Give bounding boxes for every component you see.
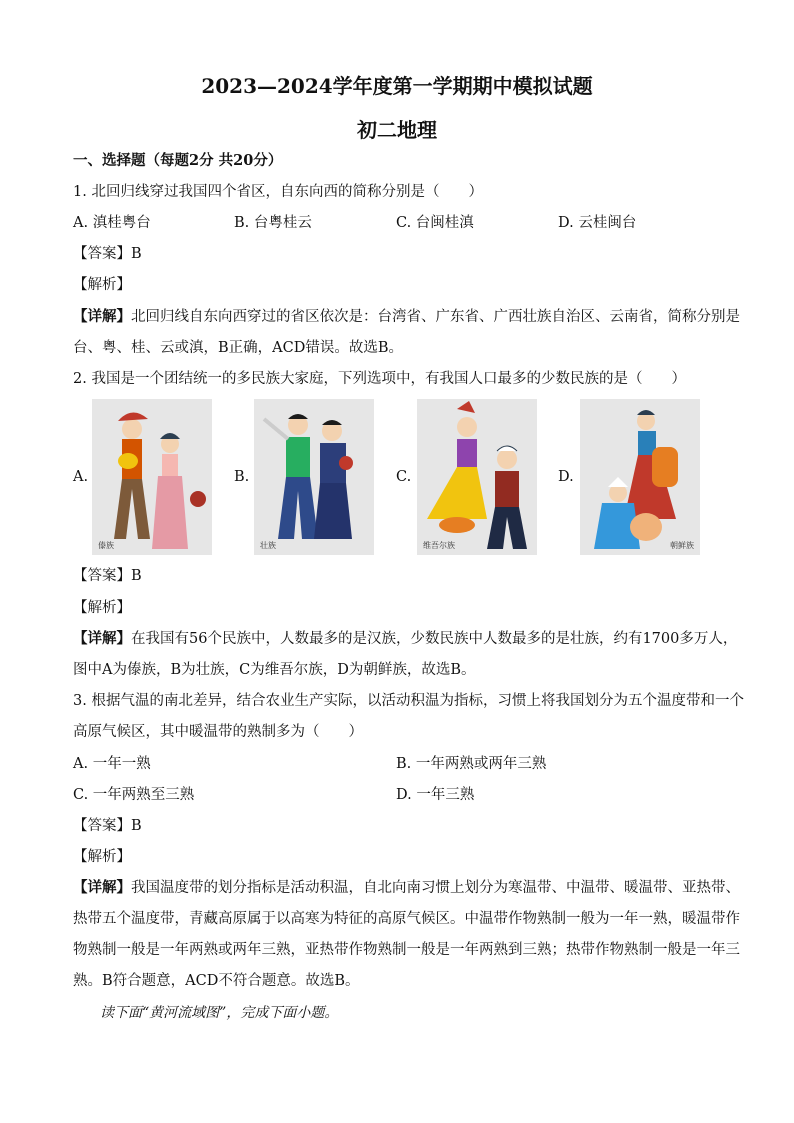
q1-detail-text-1: 北回归线自东向西穿过的省区依次是：台湾省、广东省、广西壮族自治区、云南省，简称分别是 bbox=[131, 309, 740, 325]
q2-option-c-label: C. bbox=[396, 469, 412, 485]
q2-stem: 2. 我国是一个团结统一的多民族大家庭，下列选项中，有我国人口最多的少数民族的是（ ） bbox=[73, 371, 686, 387]
q3-option-d: D. 一年三熟 bbox=[396, 787, 475, 803]
q1-option-c: C. 台闽桂滇 bbox=[396, 215, 474, 231]
q2-option-d-image bbox=[580, 399, 700, 555]
section-heading: 一、选择题（每题2分 共20分） bbox=[73, 152, 283, 169]
q3-detail-line-3: 物熟制一般是一年两熟或两年三熟，亚热带作物熟制一般是一年两熟到三熟；热带作物熟制一般是一年三 bbox=[73, 942, 740, 958]
q2-caption-c: 维吾尔族 bbox=[423, 541, 455, 550]
q3-option-c: C. 一年两熟至三熟 bbox=[73, 787, 195, 803]
q2-detail-line-2: 图中A为傣族，B为壮族，C为维吾尔族，D为朝鲜族，故选B。 bbox=[73, 662, 476, 678]
q2-detail-line-1 bbox=[73, 629, 737, 649]
q3-detail-line-1 bbox=[73, 878, 740, 898]
q2-detail-tag: 【详解】 bbox=[73, 630, 131, 647]
q3-option-a: A. 一年一熟 bbox=[73, 756, 151, 772]
zhuang-dancers-illustration bbox=[254, 399, 374, 555]
q2-option-a-image bbox=[92, 399, 212, 555]
q1-detail-tag: 【详解】 bbox=[73, 308, 131, 325]
q2-detail-text-1: 在我国有56个民族中，人数最多的是汉族，少数民族中人数最多的是壮族，约有1700多万人， bbox=[131, 631, 738, 647]
q3-detail-line-2: 热带五个温度带，青藏高原属于以高寒为特征的高原气候区。中温带作物熟制一般为一年一熟，暖温带作 bbox=[73, 911, 740, 927]
dai-dancers-illustration bbox=[92, 399, 212, 555]
q2-option-d-label: D. bbox=[558, 469, 574, 485]
q1-analysis: 【解析】 bbox=[73, 277, 131, 293]
q3-stem-line-2: 高原气候区，其中暖温带的熟制多为（ ） bbox=[73, 724, 363, 740]
q2-option-b-label: B. bbox=[234, 469, 250, 485]
q2-caption-b: 壮族 bbox=[260, 541, 276, 550]
q2-option-c-image bbox=[417, 399, 537, 555]
q3-option-b: B. 一年两熟或两年三熟 bbox=[396, 756, 547, 772]
exam-subtitle: 初二地理 bbox=[357, 118, 437, 142]
uyghur-dancers-illustration bbox=[417, 399, 537, 555]
q1-detail-line-2: 台、粤、桂、云或滇，B正确，ACD错误。故选B。 bbox=[73, 340, 404, 356]
q3-detail-tag: 【详解】 bbox=[73, 879, 131, 896]
q1-option-a: A. 滇桂粤台 bbox=[73, 215, 151, 231]
q2-option-b-image bbox=[254, 399, 374, 555]
exam-title: 2023—2024学年度第一学期期中模拟试题 bbox=[201, 74, 593, 98]
q1-option-b: B. 台粤桂云 bbox=[234, 215, 312, 231]
q1-detail-line-1 bbox=[73, 307, 740, 327]
q1-answer: 【答案】B bbox=[73, 246, 142, 262]
q3-stem-line-1: 3. 根据气温的南北差异，结合农业生产实际，以活动积温为指标，习惯上将我国划分为五个温度带和一个 bbox=[73, 693, 744, 709]
q2-caption-d: 朝鲜族 bbox=[670, 541, 694, 550]
q3-analysis: 【解析】 bbox=[73, 849, 131, 865]
q2-option-a-label: A. bbox=[73, 469, 89, 485]
q1-stem: 1. 北回归线穿过我国四个省区，自东向西的简称分别是（ ） bbox=[73, 184, 483, 200]
q3-detail-line-4: 熟。B符合题意，ACD不符合题意。故选B。 bbox=[73, 973, 360, 989]
q1-option-d: D. 云桂闽台 bbox=[558, 215, 637, 231]
q2-analysis: 【解析】 bbox=[73, 600, 131, 616]
q2-caption-a: 傣族 bbox=[98, 541, 114, 550]
korean-dancers-illustration bbox=[580, 399, 700, 555]
q3-detail-text-1: 我国温度带的划分指标是活动积温，自北向南习惯上划分为寒温带、中温带、暖温带、亚热带、 bbox=[131, 880, 740, 896]
reading-instruction: 读下面“黄河流域图”，完成下面小题。 bbox=[100, 1005, 339, 1021]
q3-answer: 【答案】B bbox=[73, 818, 142, 834]
q2-answer: 【答案】B bbox=[73, 568, 142, 584]
